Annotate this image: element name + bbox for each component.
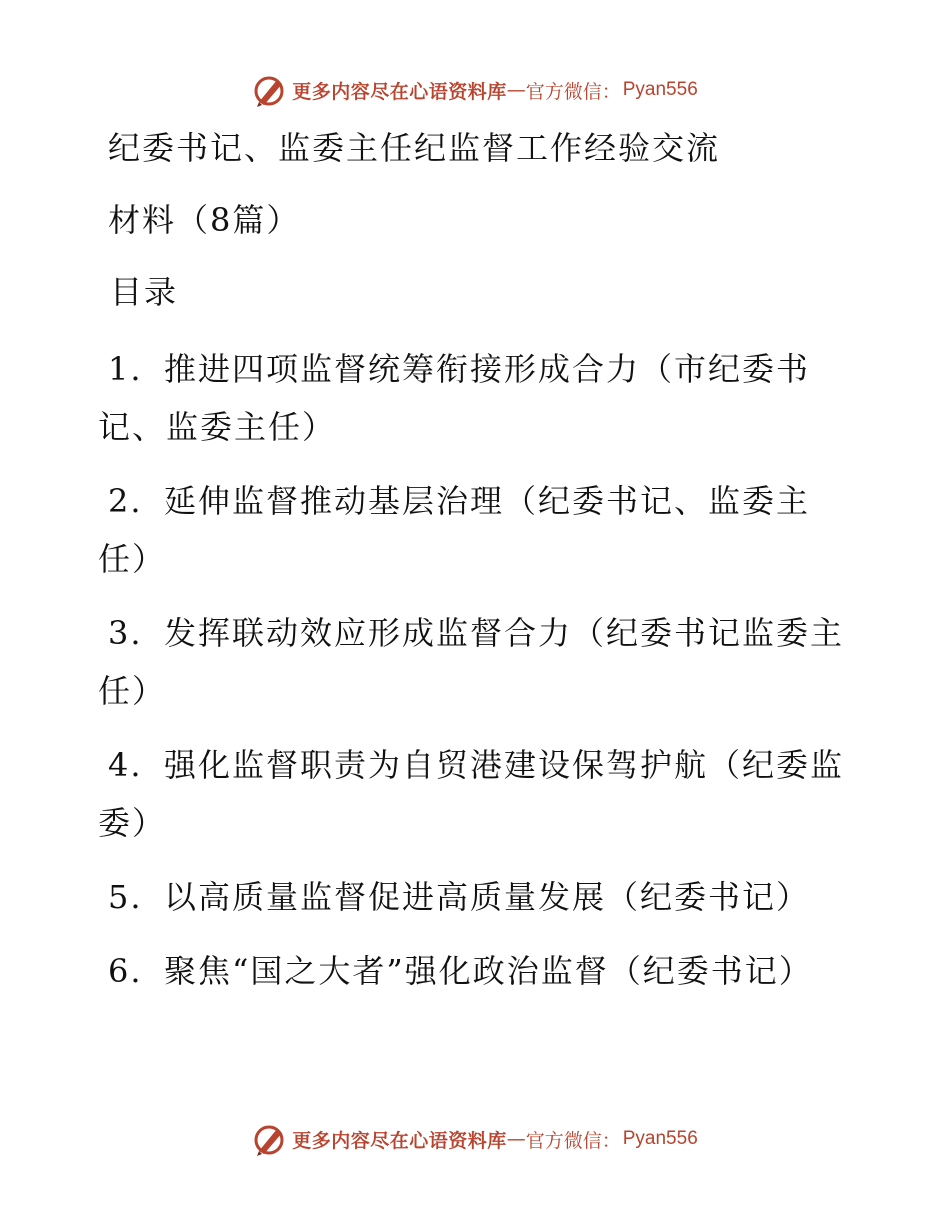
watermark-separator: — (506, 1128, 526, 1150)
pen-logo-icon (252, 1121, 288, 1157)
toc-heading: 目录 (110, 273, 179, 311)
toc-item-text-continued: 任） (98, 672, 167, 710)
toc-item-text-continued: 任） (98, 540, 167, 578)
toc-item-number: 1. (108, 350, 143, 388)
document-title-line-2: 材料（8篇） (108, 201, 301, 239)
watermark-main-text: 更多内容尽在心语资料库 (292, 80, 507, 103)
watermark-wechat-label: 官方微信： (525, 80, 621, 103)
toc-item-text-continued: 委） (98, 804, 167, 842)
toc-item-text: 强化监督职责为自贸港建设保驾护航（纪委监 (164, 746, 845, 784)
document-title-line-1: 纪委书记、监委主任纪监督工作经验交流 (108, 129, 721, 167)
toc-item-text: 延伸监督推动基层治理（纪委书记、监委主 (164, 482, 811, 520)
watermark-wechat-label: 官方微信： (525, 1129, 621, 1152)
toc-item-number: 3. (108, 614, 143, 652)
footer-watermark (0, 1119, 950, 1159)
watermark-wechat-id: Pyan556 (622, 79, 698, 100)
toc-item-number: 5. (108, 878, 143, 916)
toc-item-text: 推进四项监督统筹衔接形成合力（市纪委书 (164, 350, 811, 388)
toc-item-text: 以高质量监督促进高质量发展（纪委书记） (164, 878, 811, 916)
pen-logo-icon (252, 72, 288, 108)
toc-item-number: 6. (108, 952, 143, 990)
toc-item-text-continued: 记、监委主任） (98, 408, 337, 446)
toc-item-text: 发挥联动效应形成监督合力（纪委书记监委主 (164, 614, 845, 652)
toc-item-number: 4. (108, 746, 143, 784)
watermark-main-text: 更多内容尽在心语资料库 (292, 1129, 507, 1152)
watermark-separator: — (506, 79, 526, 101)
toc-item-text: 聚焦“国之大者”强化政治监督（纪委书记） (164, 952, 813, 990)
watermark-wechat-id: Pyan556 (622, 1128, 698, 1149)
header-watermark (0, 70, 950, 110)
toc-item-number: 2. (108, 482, 143, 520)
